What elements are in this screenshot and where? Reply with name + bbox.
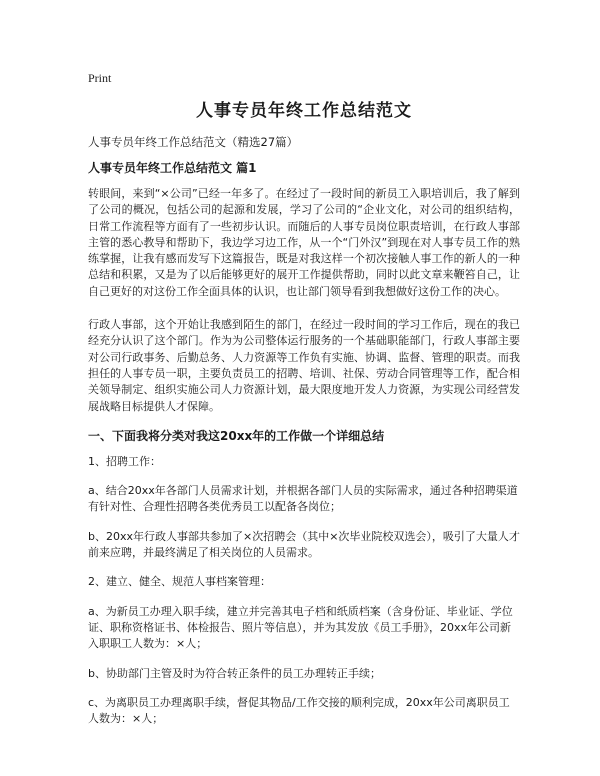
- section-heading: 一、下面我将分类对我这20xx年的工作做一个详细总结: [88, 428, 385, 443]
- list-item: b、20xx年行政人事部共参加了×次招聘会（其中×次毕业院校双选会），吸引了大量人才前来应聘，并最终满足了相关岗位的人员需求。: [88, 529, 520, 560]
- body-paragraph: 行政人事部，这个开始让我感到陌生的部门，在经过一段时间的学习工作后，现在的我已经充分认识了这个部门。作为为公司整体运行服务的一个基础职能部门，行政人事部主要对公司行政事务、后勤总务、人力资源等工作负有实施、协调、监督、管理的职责。而我担任的人事专员一职，主要负责员工的招聘、培训、社保、劳动合同管理等工作，配合相关领导制定、组织实施公司人力资源计划，最大限度地开发人力资源，为实现公司经营发展战略目标提供人才保障。: [88, 318, 520, 413]
- document-page: [88, 70, 520, 740]
- list-item: 2、建立、健全、规范人事档案管理：: [88, 575, 271, 589]
- list-item: 1、招聘工作：: [88, 454, 161, 468]
- list-item: a、结合20xx年各部门人员需求计划，并根据各部门人员的实际需求，通过各种招聘渠道有针对性、合理性招聘各类优秀员工以配备各岗位；: [88, 484, 518, 514]
- article-heading: 人事专员年终工作总结范文 篇1: [88, 161, 257, 175]
- list-item: c、为离职员工办理离职手续，督促其物品/工作交接的顺利完成，20xx年公司离职员工人数为：×人；: [88, 695, 510, 726]
- body-paragraph: 转眼间，来到“×公司”已经一年多了。在经过了一段时间的新员工入职培训后，我了解到了公司的概况，包括公司的起源和发展，学习了公司的“企业文化，对公司的组织结构，日常工作流程等方面有了一些初步认识。而随后的人事专员岗位职责培训，在行政人事部主管的悉心教导和帮助下，我边学习边工作，从一个“门外汉”到现在对人事专员工作的熟练掌握，让我有感而发写下这篇报告，既是对我这样一个初次接触人事工作的新人的一种总结和积累，又是为了以后能够更好的展开工作提供帮助，同时以此文章来鞭笞自己，让自己更好的对这份工作全面具体的认识，也让部门领导看到我想做好这份工作的决心。: [88, 187, 520, 298]
- document-subtitle: 人事专员年终工作总结范文（精选27篇）: [88, 135, 299, 149]
- list-item: a、为新员工办理入职手续，建立并完善其电子档和纸质档案（含身份证、毕业证、学位证、职称资格证书、体检报告、照片等信息），并为其发放《员工手册》，20xx年公司新入职职工人数为：×人；: [88, 604, 513, 651]
- list-item: b、协助部门主管及时为符合转正条件的员工办理转正手续；: [88, 666, 381, 680]
- page-title: 人事专员年终工作总结范文: [196, 101, 412, 121]
- print-label: Print: [88, 71, 112, 85]
